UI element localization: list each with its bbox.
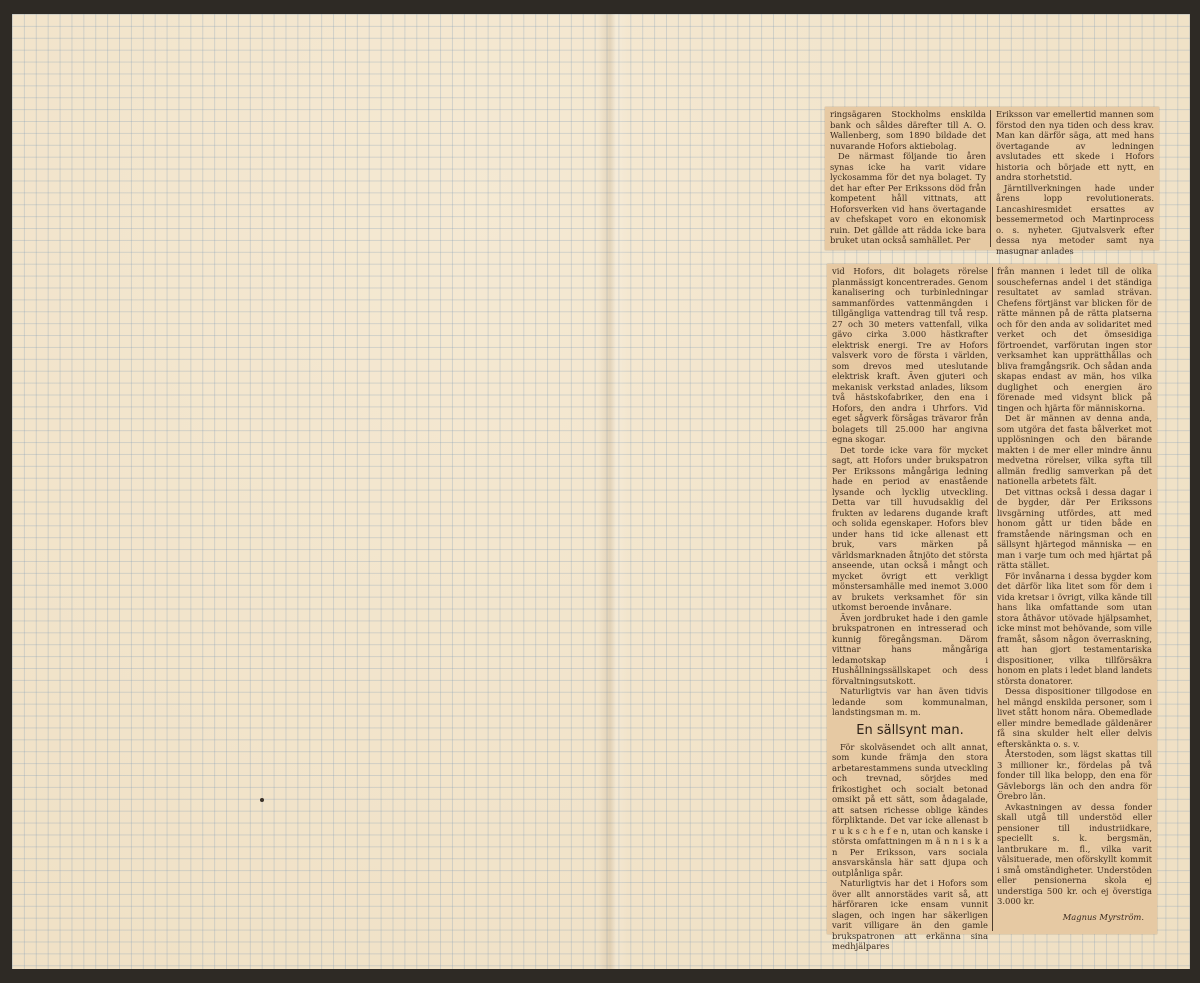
section-heading: En sällsynt man. (856, 722, 964, 738)
paper-spot (260, 798, 264, 802)
paragraph: Eriksson var emellertid mannen som förstod den nya tiden och dess krav. Man kan därför säga, att med hans övertagande av ledningen avslutades ett skede i Hofors historia och började ett nytt, en andra storhetstid. (996, 109, 1154, 182)
paragraph: vid Hofors, dit bolagets rörelse planmässigt koncentrerades. Genom kanalisering och turbinledningar sammanfördes vattenmängden i tillgängliga vattendrag till två resp. 27 och 30 meters vattenfall, vilka gävo cirka 3.000 hästkrafter elektrisk energi. Tre av Hofors valsverk voro de första i världen, som drevos med uteslutande elektrisk kraft. Även gjuteri och mekanisk verkstad anlades, liksom två hästskofabriker, den ena i Hofors, den andra i Uhrfors. Vid eget sågverk försågas trävaror från bolagets till 25.000 har angivna egna skogar. (832, 266, 988, 444)
paragraph: För invånarna i dessa bygder kom det därför lika litet som för dem i vida kretsar i övrigt, vilka kände till hans lika omfattande som utan stora åthävor utövade hjälpsamhet, icke minst mot behövande, som ville framåt, såsom någon överraskning, att han gjort testamentariska dispositioner, vilka tillförsäkra honom en plats i ledet bland landets största donatorer. (997, 570, 1152, 686)
paragraph: Det torde icke vara för mycket sagt, att Hofors under brukspatron Per Erikssons mångåriga ledning hade en period av enastående lysande och lycklig utveckling. Detta var till huvudsaklig del frukten av ledarens dugande kraft och solida egenskaper. Hofors blev under hans tid icke allenast ett bruk, vars märken på världsmarknaden åtnjöto det största anseende, utan också i mångt och mycket övrigt ett verkligt mönstersamhälle med inemot 3.000 av brukets verksamhet för sin utkomst beroende invånare. (832, 444, 988, 612)
paragraph: Dessa dispositioner tillgodose en hel mängd enskilda personer, som i livet stått honom nära. Obemedlade eller mindre bemedlade gäldenärer få sina skulder helt eller delvis efterskänkta o. s. v. (997, 686, 1152, 749)
top-clipping-left-column (830, 109, 986, 248)
column-rule (990, 110, 991, 247)
paragraph: Det är männen av denna anda, som utgöra det fasta bålverket mot upplösningen och den bärande makten i de mer eller mindre ännu medvetna rörelser, vilka syfta till allmän fredlig samverkan på det nationella arbetets fält. (997, 413, 1152, 486)
main-clipping (827, 264, 1157, 951)
scrapbook-spread (12, 14, 1190, 969)
paragraph: Naturligtvis var han även tidvis ledande som kommunalman, landstingsman m. m. (832, 686, 988, 717)
column-rule (992, 267, 993, 931)
top-clipping (825, 107, 1159, 256)
paragraph: För skolväsendet och allt annat, som kunde främja den stora arbetarestammens sunda utveckling och trevnad, sörjdes med frikostighet och socialt betonad omsikt på ett sätt, som ådagalade, att satsen richesse oblige kändes förpliktande. Det var icke allenast b r u k s c h e f e n, utan och kanske i största omfattningen m ä n n i s k a n Per Eriksson, vars sociala ansvarskänsla här satt djupa och outplånliga spår. (832, 741, 988, 878)
page-fold (598, 14, 628, 969)
paragraph: Återstoden, som lägst skattas till 3 millioner kr., fördelas på två fonder till lika belopp, den ena för Gävleborgs län och den andra för Örebro län. (997, 749, 1152, 801)
paragraph: Även jordbruket hade i den gamle brukspatronen en intresserad och kunnig föregångsman. Därom vittnar hans mångåriga ledamotskap i Hushållningssällskapet och dess förvaltningsutskott. (832, 612, 988, 686)
main-clipping-right-column (997, 266, 1152, 932)
paragraph: Järntillverkningen hade under årens lopp revolutionerats. Lancashiresmidet ersattes av bessemermetod och Martinprocess o. s. nyheter. Gjutvalsverk efter dessa nya metoder samt nya masugnar anlades (996, 182, 1154, 256)
paragraph: Avkastningen av dessa fonder skall utgå till understöd eller pensioner till industriidkare, speciellt s. k. bergsmän, lantbrukare m. fl., vilka varit välsituerade, men oförskyllt kommit i små omständigheter. Understöden eller pensionerna skola ej understiga 500 kr. och ej överstiga 3.000 kr. (997, 801, 1152, 906)
paragraph: De närmast följande tio åren synas icke ha varit vidare lyckosamma för det nya bolaget. Ty det har efter Per Erikssons död från kompetent håll vittnats, att Hoforsverken vid hans övertagande av chefskapet voro en ekonomisk ruin. Det gällde att rädda icke bara bruket utan också samhället. Per (830, 151, 986, 245)
author-signature: Magnus Myrström. (1062, 911, 1144, 922)
paragraph: Det vittnas också i dessa dagar i de bygder, där Per Erikssons livsgärning utfördes, att med honom gått ur tiden både en framstående näringsman och en sällsynt hjärtegod människa — en man i varje tum och med hjärtat på rätta stället. (997, 486, 1152, 570)
paragraph: Naturligtvis har det i Hofors som över allt annorstädes varit så, att härföraren icke ensam vunnit slagen, och ingen har säkerligen varit villigare än den gamle brukspatronen att erkänna sina medhjälpares (832, 878, 988, 951)
paragraph: från mannen i ledet till de olika souschefernas andel i det ständiga resultatet av samlad strävan. Chefens förtjänst var blicken för de rätte männen på de rätta platserna och för den anda av solidaritet med verket och det ömsesidiga förtroendet, varförutan ingen stor verksamhet kan upprätthållas och bliva framgångsrik. Och sådan anda skapas endast av män, hos vilka duglighet och energien äro förenade med vidsynt blick på tingen och hjärta för människorna. (997, 266, 1152, 413)
top-clipping-right-column (996, 109, 1154, 256)
paragraph: ringsägaren Stockholms enskilda bank och såldes därefter till A. O. Wallenberg, som 1890 bildade det nuvarande Hofors aktiebolag. (830, 109, 986, 151)
main-clipping-left-column (832, 266, 988, 951)
